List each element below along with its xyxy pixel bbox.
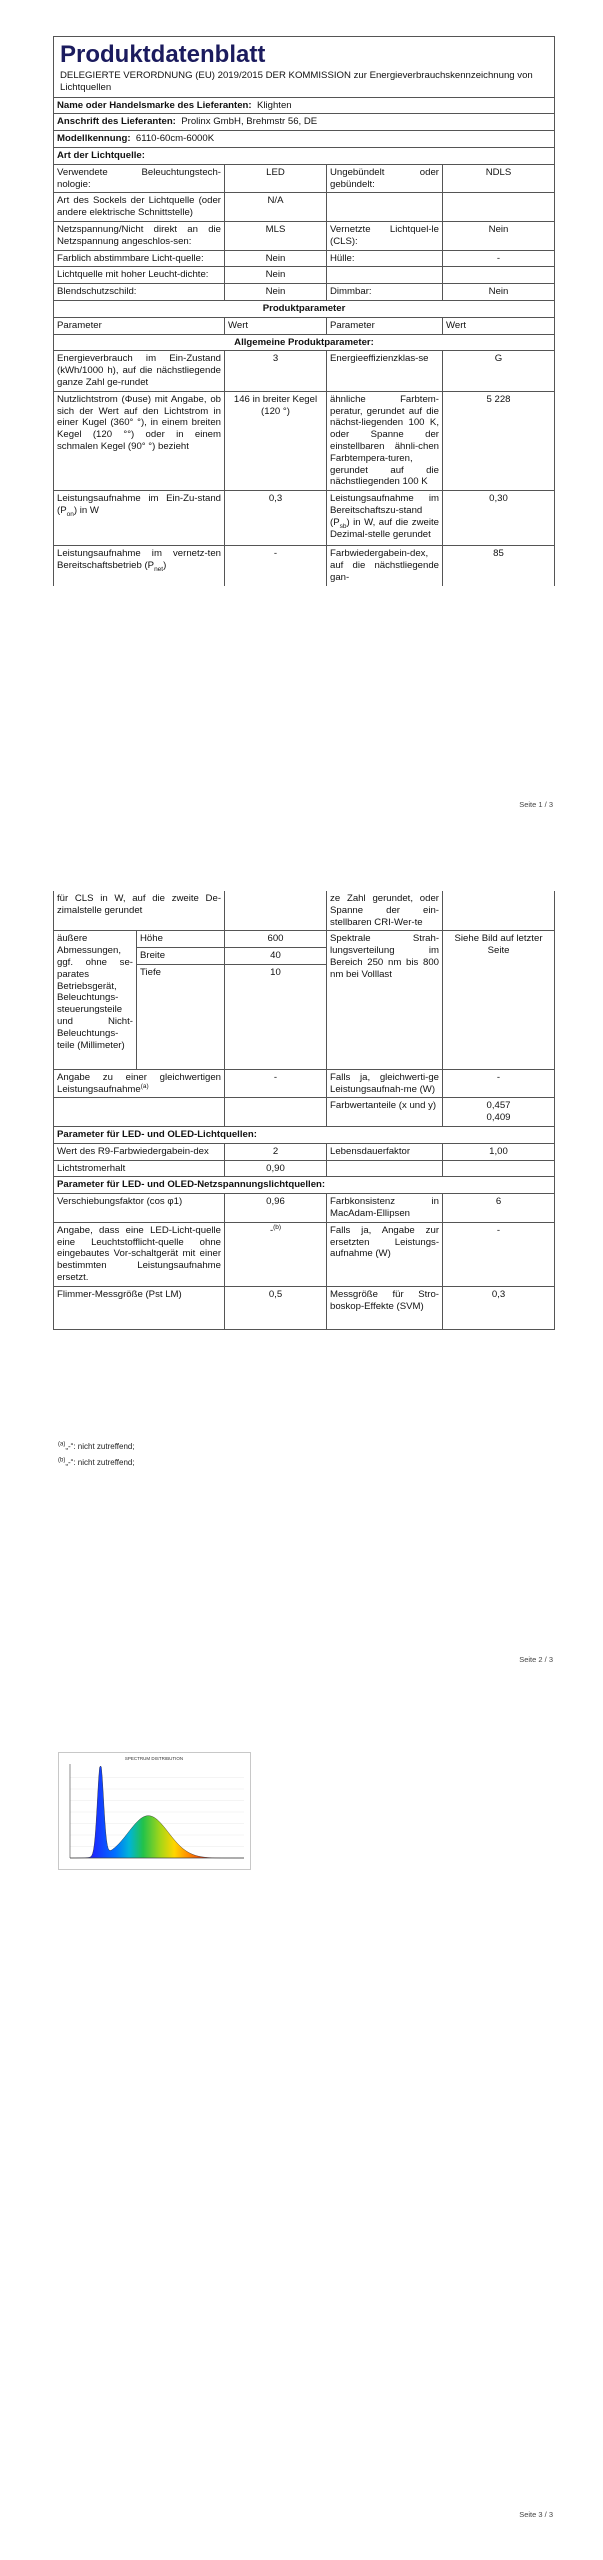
param-label: für CLS in W, auf die zweite De-zimalstelle gerundet (54, 891, 225, 931)
param-value: 146 in breiter Kegel (120 °) (225, 391, 327, 490)
type-value: Nein (225, 267, 327, 284)
param-label: Energieverbrauch im Ein-Zustand (kWh/1000 h), auf die nächstliegende ganze Zahl ge-rundet (54, 351, 225, 391)
type-label (327, 267, 443, 284)
type-row (54, 221, 555, 250)
page-number: Seite 2 / 3 (519, 1655, 553, 1664)
general-section-heading: Allgemeine Produktparameter: (54, 334, 555, 351)
page-1 (0, 36, 603, 586)
type-label: Farblich abstimmbare Licht-quelle: (54, 250, 225, 267)
type-label: Verwendete Beleuchtungstech-nologie: (54, 164, 225, 193)
column-header-parameter: Parameter (327, 317, 443, 334)
page-number: Seite 1 / 3 (519, 800, 553, 809)
type-value: NDLS (443, 164, 555, 193)
model-label: Modellkennung: (57, 133, 131, 145)
type-label: Lichtquelle mit hoher Leucht-dichte: (54, 267, 225, 284)
param-value: 85 (443, 546, 555, 587)
param-value: 3 (225, 351, 327, 391)
dimension-value: 600 (225, 931, 327, 948)
param-value: 6 (443, 1194, 555, 1223)
chart-caption: SPECTRUM DISTRIBUTION (124, 1756, 184, 1761)
param-label: Angabe zu einer gleichwertigen Leistungsaufnahme$^{(a)}$ (54, 1069, 225, 1098)
page-title: Produktdatenblatt (60, 41, 266, 68)
type-label: Vernetzte Lichtquel-le (CLS): (327, 221, 443, 250)
param-label: ähnliche Farbtem-peratur, gerundet auf die nächst-liegenden 100 K, oder Spanne der einstellbaren ähnli-chen Farbtempera-turen, gerundet auf die nächstliegenden 100 K (327, 391, 443, 490)
type-row (54, 267, 555, 284)
param-value: 1,00 (443, 1143, 555, 1160)
regulation-text: DELEGIERTE VERORDNUNG (EU) 2019/2015 DER KOMMISSION zur Energieverbrauchskennzeichnung von Lichtquellen (60, 70, 533, 93)
param-label: Verschiebungsfaktor (cos φ1) (54, 1194, 225, 1223)
param-label (327, 1160, 443, 1177)
type-value: Nein (225, 250, 327, 267)
param-row (54, 1069, 555, 1098)
datasheet-table-page1 (53, 36, 555, 586)
type-value: - (443, 250, 555, 267)
header-cell (54, 37, 555, 98)
param-row (54, 1194, 555, 1223)
supplier-address-row (54, 114, 555, 131)
param-value: 0,3 (443, 1286, 555, 1329)
supplier-address-value: Prolinx GmbH, Brehmstr 56, DE (181, 116, 318, 128)
param-value: 0,30 (443, 491, 555, 546)
param-value: 0,457 0,409 (443, 1098, 555, 1127)
param-row (54, 1222, 555, 1286)
type-label: Art des Sockels der Lichtquelle (oder andere elektrische Schnittstelle) (54, 193, 225, 222)
type-label: Ungebündelt oder gebündelt: (327, 164, 443, 193)
param-value: - (225, 546, 327, 587)
page-2 (0, 891, 603, 1330)
column-header-value: Wert (443, 317, 555, 334)
supplier-name-row (54, 97, 555, 114)
param-label: Farbwiedergabein-dex, auf die nächstliegende gan- (327, 546, 443, 587)
param-value (443, 1160, 555, 1177)
param-label: Messgröße für Stro-boskop-Effekte (SVM) (327, 1286, 443, 1329)
dimension-name (137, 981, 225, 1070)
dimension-value (225, 981, 327, 1070)
param-row (54, 1286, 555, 1329)
supplier-name-label: Name oder Handelsmarke des Lieferanten: (57, 99, 252, 111)
spectrum-value: Siehe Bild auf letzter Seite (443, 931, 555, 1069)
dimension-row (54, 931, 555, 948)
type-value: N/A (225, 193, 327, 222)
param-label: Farbwertanteile (x und y) (327, 1098, 443, 1127)
dimension-name: Höhe (137, 931, 225, 948)
param-label: Leistungsaufnahme im vernetz-ten Bereitschaftsbetrieb $(P_{net})$ (54, 546, 225, 587)
type-row (54, 250, 555, 267)
param-label: Nutzlichtstrom (Φuse) mit Angabe, ob sich der Wert auf den Lichtstrom in einer Kugel (360° °), in einem breiten Kegel (120 °°) oder in einem schmalen Kegel (90° °) bezieht (54, 391, 225, 490)
type-row (54, 164, 555, 193)
type-label: Netzspannung/Nicht direkt an die Netzspannung angeschlos-sen: (54, 221, 225, 250)
param-value: G (443, 351, 555, 391)
param-label: Lebensdauerfaktor (327, 1143, 443, 1160)
param-label: Farbkonsistenz in MacAdam-Ellipsen (327, 1194, 443, 1223)
column-header-row (54, 317, 555, 334)
type-row (54, 284, 555, 301)
param-value: - (443, 1069, 555, 1098)
param-value: 0,3 (225, 491, 327, 546)
footnote: $^{(b)}$„-“: nicht zutreffend; (58, 1457, 135, 1467)
param-value: 0,5 (225, 1286, 327, 1329)
param-value: 0,96 (225, 1194, 327, 1223)
param-value: 2 (225, 1143, 327, 1160)
param-value: 5 228 (443, 391, 555, 490)
param-value (225, 891, 327, 931)
param-row (54, 891, 555, 931)
param-label: Flimmer-Messgröße (Pst LM) (54, 1286, 225, 1329)
param-label: Wert des R9-Farbwiedergabein-dex (54, 1143, 225, 1160)
param-value: -$^{(b)}$ (225, 1222, 327, 1286)
type-label: Dimmbar: (327, 284, 443, 301)
spectrum-chart-image (58, 1752, 251, 1870)
model-row (54, 131, 555, 148)
type-value (443, 193, 555, 222)
param-row (54, 1160, 555, 1177)
param-label: ze Zahl gerundet, oder Spanne der ein-stellbaren CRI-Wer-te (327, 891, 443, 931)
param-label: Falls ja, gleichwerti-ge Leistungsaufnah-me (W) (327, 1069, 443, 1098)
param-row (54, 351, 555, 391)
spectrum-label: Spektrale Strah-lungsverteilung im Bereich 250 nm bis 800 nm bei Volllast (327, 931, 443, 1069)
param-value (443, 891, 555, 931)
type-value: LED (225, 164, 327, 193)
param-label: Leistungsaufnahme im Bereitschaftszu-stand $(P_{sb})$ in W, auf die zweite Dezimal-stelle gerundet (327, 491, 443, 546)
column-header-parameter: Parameter (54, 317, 225, 334)
param-label: Falls ja, Angabe zur ersetzten Leistungs-aufnahme (W) (327, 1222, 443, 1286)
column-header-value: Wert (225, 317, 327, 334)
param-row (54, 546, 555, 587)
param-value: - (225, 1069, 327, 1098)
type-label: Hülle: (327, 250, 443, 267)
mains-section-heading: Parameter für LED- und OLED-Netzspannungslichtquellen: (54, 1177, 555, 1194)
led-section-heading: Parameter für LED- und OLED-Lichtquellen: (54, 1126, 555, 1143)
type-row (54, 193, 555, 222)
model-value: 6110-60cm-6000K (135, 133, 215, 145)
footnote: $^{(a)}$„-“: nicht zutreffend; (58, 1441, 135, 1451)
datasheet-table-page2 (53, 891, 555, 1330)
param-label: Leistungsaufnahme im Ein-Zu-stand $(P_{on})$ in W (54, 491, 225, 546)
param-row (54, 491, 555, 546)
type-label (327, 193, 443, 222)
dimension-value: 10 (225, 964, 327, 980)
type-value: Nein (443, 221, 555, 250)
param-label: Energieeffizienzklas-se (327, 351, 443, 391)
param-label (54, 1098, 225, 1127)
type-value: Nein (225, 284, 327, 301)
type-label: Blendschutzschild: (54, 284, 225, 301)
param-row (54, 1098, 555, 1127)
params-section-heading: Produktparameter (54, 300, 555, 317)
param-row (54, 391, 555, 490)
param-value: - (443, 1222, 555, 1286)
type-section-heading: Art der Lichtquelle: (54, 147, 555, 164)
dimension-value: 40 (225, 948, 327, 965)
supplier-name-value: Klighten (256, 99, 292, 111)
type-value: MLS (225, 221, 327, 250)
param-row (54, 1143, 555, 1160)
spectrum-chart-svg (58, 1752, 251, 1870)
param-value: 0,90 (225, 1160, 327, 1177)
param-label: Angabe, dass eine LED-Licht-quelle eine Leuchtstofflicht-quelle ohne eingebautes Vor-schaltgerät mit einer bestimmten Leistungsaufnahme ersetzt. (54, 1222, 225, 1286)
type-value: Nein (443, 284, 555, 301)
param-value (225, 1098, 327, 1127)
type-value (443, 267, 555, 284)
dimension-name: Breite (137, 948, 225, 965)
page-number: Seite 3 / 3 (519, 2510, 553, 2519)
param-label: Lichtstromerhalt (54, 1160, 225, 1177)
dimensions-label: äußere Abmessungen, ggf. ohne se-parates Betriebsgerät, Beleuchtungs-steuerungsteile und Nicht-Beleuchtungs-teile (Millimeter) (54, 931, 137, 1069)
dimension-name: Tiefe (137, 964, 225, 980)
supplier-address-label: Anschrift des Lieferanten: (57, 116, 176, 128)
